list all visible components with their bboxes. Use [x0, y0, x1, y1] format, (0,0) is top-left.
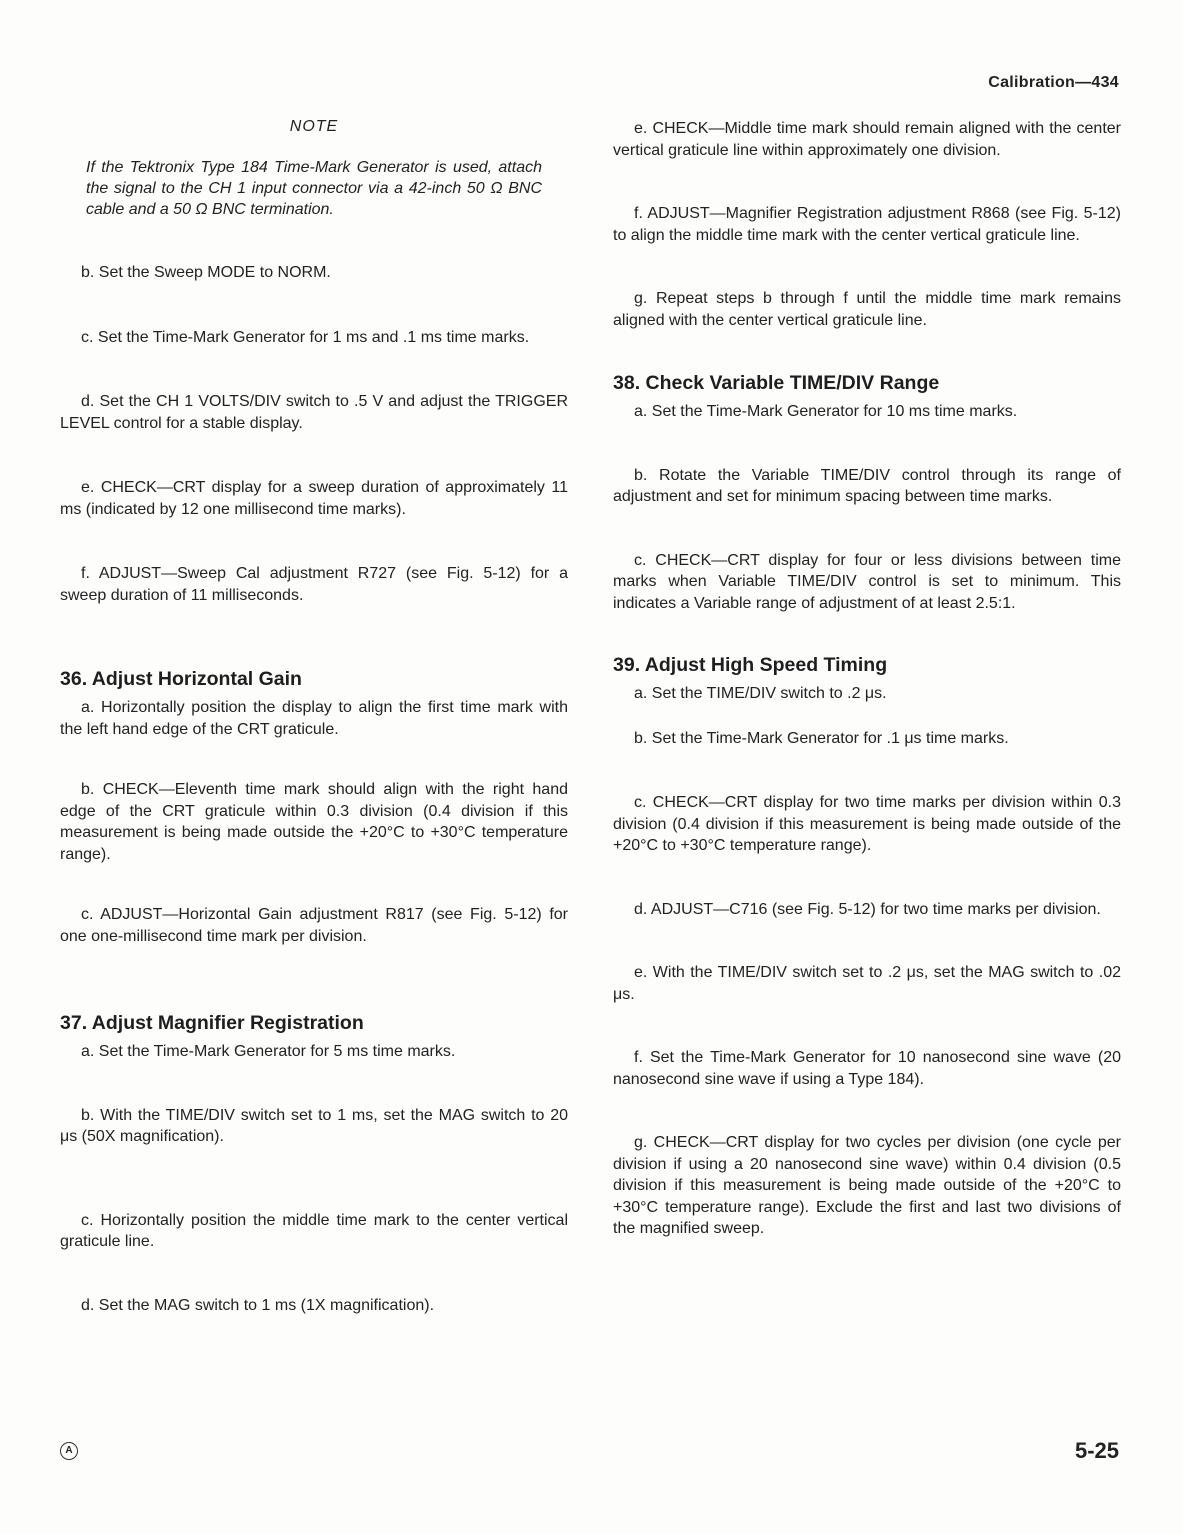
section-38-heading: 38. Check Variable TIME/DIV Range	[613, 372, 940, 394]
step-b: b. Set the Sweep MODE to NORM.	[81, 264, 331, 281]
section-38-step-b: b. Rotate the Variable TIME/DIV control through its range of adjustment and set for minimum spacing between time marks.	[613, 466, 1121, 505]
section-39-step-f: f. Set the Time-Mark Generator for 10 nanosecond sine wave (20 nanosecond sine wave if using a Type 184).	[613, 1049, 1121, 1088]
section-36-heading: 36. Adjust Horizontal Gain	[60, 668, 302, 690]
section-39-step-b: b. Set the Time-Mark Generator for .1 μs time marks.	[634, 729, 1009, 747]
section-39-step-g: g. CHECK—CRT display for two cycles per division (one cycle per division if using a 20 nanosecond sine wave) within 0.4 division (0.5 division if this measurement is being made outside of the +20°C to +30°C temperature range). Exclude the first and last two divisions of the magnified sweep.	[613, 1134, 1121, 1237]
section-39-step-c: c. CHECK—CRT display for two time marks per division within 0.3 division (0.4 division if this measurement is being made outside of the +20°C to +30°C temperature range).	[613, 794, 1121, 854]
running-head: Calibration—434	[988, 74, 1119, 91]
section-37-heading: 37. Adjust Magnifier Registration	[60, 1012, 364, 1034]
section-39-step-d: d. ADJUST—C716 (see Fig. 5-12) for two time marks per division.	[634, 900, 1101, 918]
step-f: f. ADJUST—Sweep Cal adjustment R727 (see Fig. 5-12) for a sweep duration of 11 milliseconds.	[60, 565, 568, 604]
section-37-step-c: c. Horizontally position the middle time mark to the center vertical graticule line.	[60, 1211, 568, 1250]
revision-mark: A	[60, 1442, 78, 1460]
section-38-step-a: a. Set the Time-Mark Generator for 10 ms time marks.	[634, 403, 1018, 420]
section-36-step-a: a. Horizontally position the display to align the first time mark with the left hand edge of the CRT graticule.	[60, 699, 568, 738]
section-36-step-b: b. CHECK—Eleventh time mark should align with the right hand edge of the CRT graticule within 0.3 division (0.4 division if this measurement is being made outside the +20°C to +30°C temperature range).	[60, 781, 568, 863]
left-column	[60, 118, 568, 1316]
section-37-step-d: d. Set the MAG switch to 1 ms (1X magnification).	[81, 1296, 435, 1314]
step-e: e. CHECK—CRT display for a sweep duration of approximately 11 ms (indicated by 12 one millisecond time marks).	[60, 479, 568, 518]
right-column	[613, 118, 1121, 1240]
section-37-step-e: e. CHECK—Middle time mark should remain aligned with the center vertical graticule line within approximately one division.	[613, 120, 1121, 159]
section-36-step-c: c. ADJUST—Horizontal Gain adjustment R817 (see Fig. 5-12) for one one-millisecond time mark per division.	[60, 906, 568, 945]
section-37-step-g: g. Repeat steps b through f until the middle time mark remains aligned with the center vertical graticule line.	[613, 290, 1121, 329]
page-number: 5-25	[1074, 1438, 1119, 1463]
section-38-step-c: c. CHECK—CRT display for four or less divisions between time marks when Variable TIME/DIV control is set to minimum. This indicates a Variable range of adjustment of at least 2.5:1.	[613, 551, 1121, 612]
section-39-step-a: a. Set the TIME/DIV switch to .2 μs.	[634, 685, 887, 702]
section-39-step-e: e. With the TIME/DIV switch set to .2 μs, set the MAG switch to .02 μs.	[613, 964, 1121, 1003]
step-d: d. Set the CH 1 VOLTS/DIV switch to .5 V and adjust the TRIGGER LEVEL control for a stable display.	[60, 393, 568, 432]
section-37-step-a: a. Set the Time-Mark Generator for 5 ms time marks.	[81, 1043, 456, 1060]
note-body: If the Tektronix Type 184 Time-Mark Generator is used, attach the signal to the CH 1 input connector via a 42-inch 50 Ω BNC cable and a 50 Ω BNC termination.	[86, 159, 542, 218]
note-title: NOTE	[289, 118, 339, 135]
step-c: c. Set the Time-Mark Generator for 1 ms and .1 ms time marks.	[81, 328, 530, 346]
section-39-heading: 39. Adjust High Speed Timing	[613, 654, 888, 676]
section-37-step-b: b. With the TIME/DIV switch set to 1 ms, set the MAG switch to 20 μs (50X magnification).	[60, 1106, 568, 1145]
section-37-step-f: f. ADJUST—Magnifier Registration adjustment R868 (see Fig. 5-12) to align the middle time mark with the center vertical graticule line.	[613, 205, 1121, 244]
